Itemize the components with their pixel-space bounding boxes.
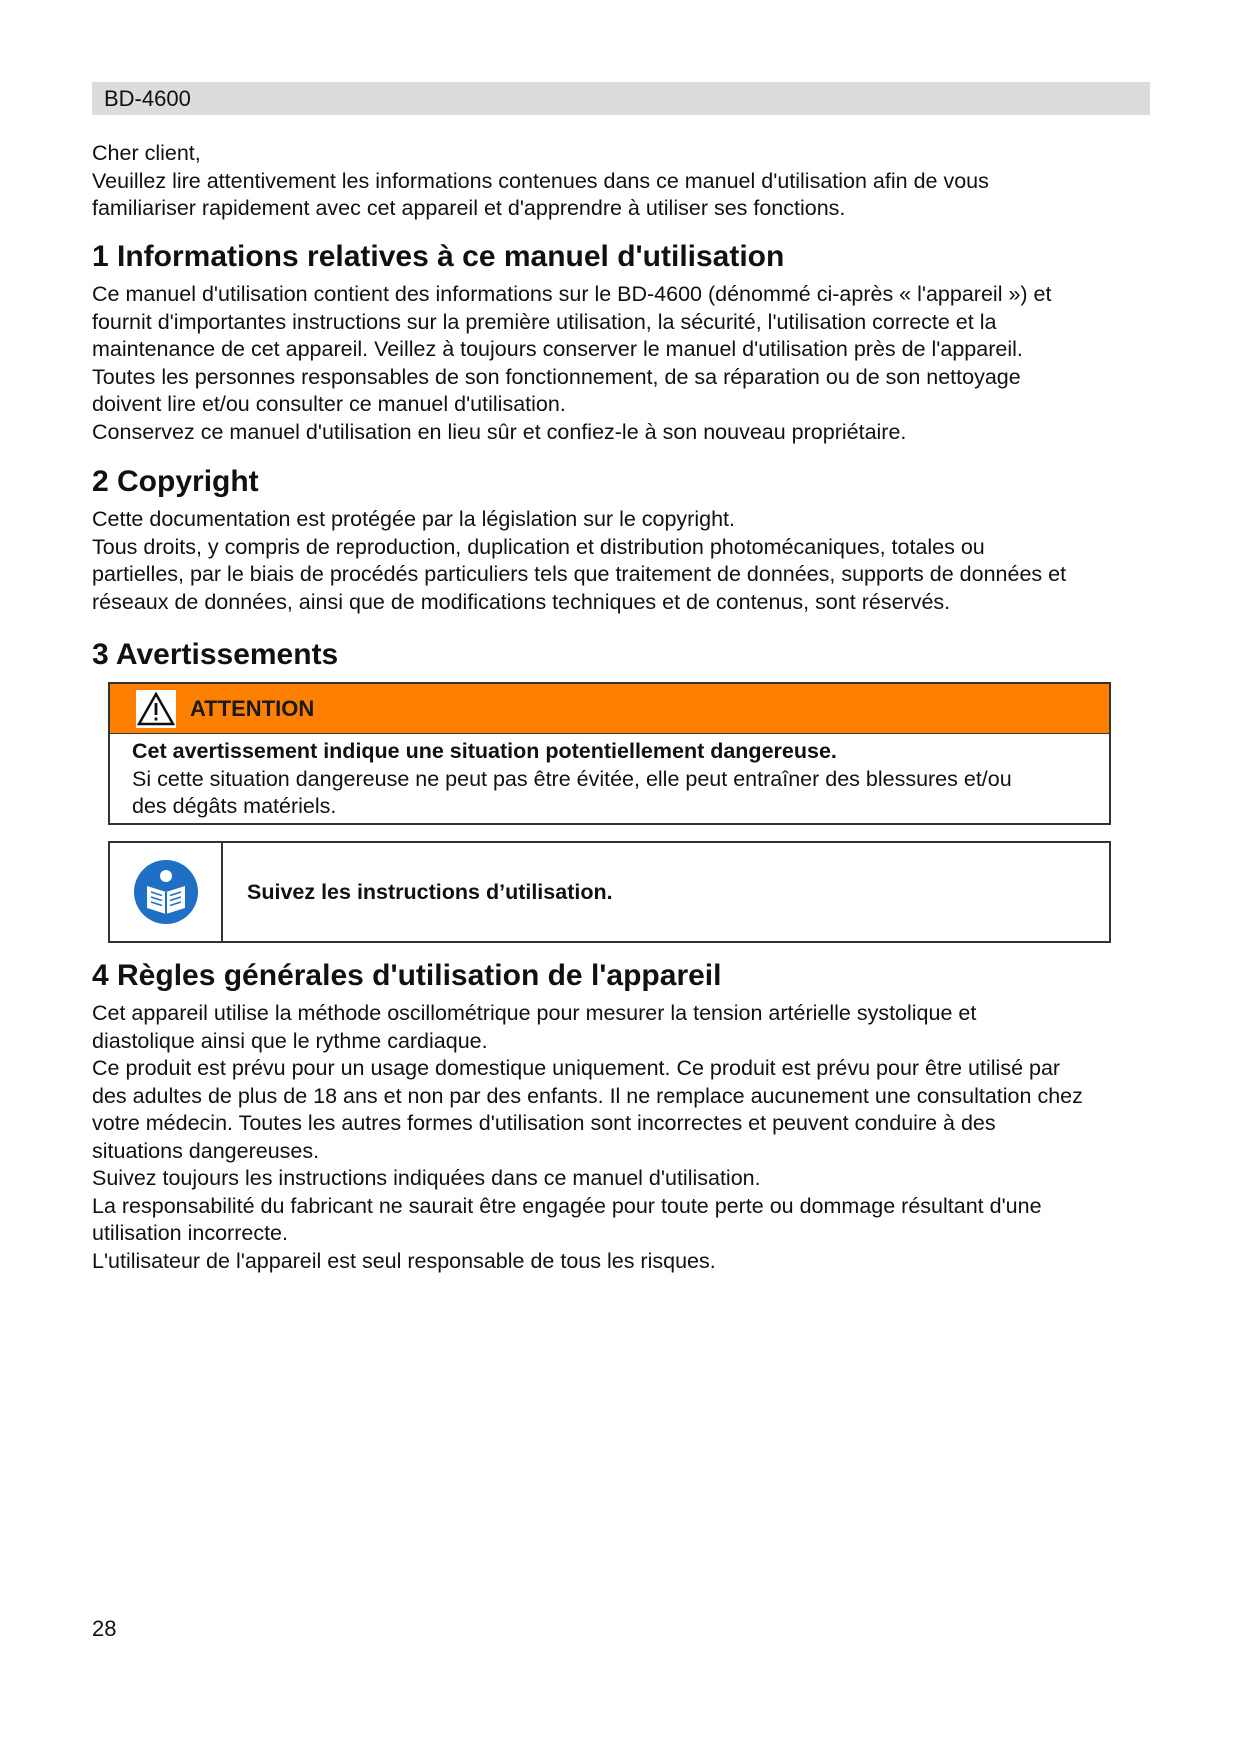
paragraph-line: votre médecin. Toutes les autres formes d'utilisation sont incorrectes et peuvent conduire à des xyxy=(92,1111,996,1135)
paragraph-line: diastolique ainsi que le rythme cardiaque. xyxy=(92,1028,488,1053)
paragraph-line: Suivez toujours les instructions indiquées dans ce manuel d'utilisation. xyxy=(92,1166,761,1190)
section-1-title: 1 Informations relatives à ce manuel d'utilisation xyxy=(92,240,785,273)
paragraph-line: Toutes les personnes responsables de son fonctionnement, de sa réparation ou de son nettoyage xyxy=(92,364,1021,389)
intro xyxy=(92,140,1152,223)
paragraph-line: maintenance de cet appareil. Veillez à toujours conserver le manuel d'utilisation près de l'appareil. xyxy=(92,337,1023,361)
instruction-icon-cell xyxy=(110,843,223,941)
page-number: 28 xyxy=(92,1616,117,1641)
warning-box xyxy=(108,682,1111,825)
warning-triangle-icon xyxy=(136,690,176,728)
paragraph-line: Ce produit est prévu pour un usage domestique uniquement. Ce produit est prévu pour être utilisé par xyxy=(92,1056,1061,1080)
paragraph-line: utilisation incorrecte. xyxy=(92,1221,288,1245)
paragraph-line: Cette documentation est protégée par la législation sur le copyright. xyxy=(92,507,735,531)
paragraph-line: situations dangereuses. xyxy=(92,1138,320,1163)
warning-headline: Cet avertissement indique une situation potentiellement dangereuse. xyxy=(132,739,837,763)
section-4 xyxy=(92,958,1152,1275)
section-1 xyxy=(92,239,1152,446)
warning-text: des dégâts matériels. xyxy=(132,794,337,818)
paragraph-line: La responsabilité du fabricant ne saurait être engagée pour toute perte ou dommage résultant d'une xyxy=(92,1193,1042,1218)
warning-body xyxy=(110,734,1109,821)
greeting: Cher client, xyxy=(92,141,201,165)
intro-line: Veuillez lire attentivement les informations contenues dans ce manuel d'utilisation afin de vous xyxy=(92,168,989,193)
paragraph-line: Tous droits, y compris de reproduction, duplication et distribution photomécaniques, totales ou xyxy=(92,534,985,559)
section-2-title: 2 Copyright xyxy=(92,465,259,498)
paragraph-line: réseaux de données, ainsi que de modifications techniques et de contenus, sont réservés. xyxy=(92,589,951,614)
section-4-title: 4 Règles générales d'utilisation de l'appareil xyxy=(92,959,722,992)
paragraph-line: partielles, par le biais de procédés particuliers tels que traitement de données, supports de données et xyxy=(92,562,1067,586)
intro-line: familiariser rapidement avec cet appareil et d'apprendre à utiliser ses fonctions. xyxy=(92,196,846,220)
paragraph-line: L'utilisateur de l'appareil est seul responsable de tous les risques. xyxy=(92,1248,716,1273)
section-2 xyxy=(92,464,1152,616)
warning-label: ATTENTION xyxy=(190,695,315,721)
section-3 xyxy=(92,637,1152,673)
paragraph-line: Cet appareil utilise la méthode oscillométrique pour mesurer la tension artérielle systolique et xyxy=(92,1001,977,1025)
instruction-text: Suivez les instructions d’utilisation. xyxy=(247,879,613,904)
warning-header xyxy=(110,684,1109,734)
paragraph-line: des adultes de plus de 18 ans et non par des enfants. Il ne remplace aucunement une consultation chez xyxy=(92,1083,1083,1108)
paragraph-line: Conservez ce manuel d'utilisation en lieu sûr et confiez-le à son nouveau propriétaire. xyxy=(92,419,907,444)
instruction-box xyxy=(108,841,1111,943)
model-label: BD-4600 xyxy=(104,86,191,111)
paragraph-line: fournit d'importantes instructions sur la première utilisation, la sécurité, l'utilisation correcte et la xyxy=(92,309,997,334)
header-bar xyxy=(92,82,1150,115)
paragraph-line: Ce manuel d'utilisation contient des informations sur le BD-4600 (dénommé ci-après « l'appareil ») et xyxy=(92,282,1052,306)
read-manual-icon xyxy=(133,859,199,925)
warning-text: Si cette situation dangereuse ne peut pas être évitée, elle peut entraîner des blessures et/ou xyxy=(132,766,1012,791)
section-3-title: 3 Avertissements xyxy=(92,638,339,671)
paragraph-line: doivent lire et/ou consulter ce manuel d'utilisation. xyxy=(92,392,566,416)
